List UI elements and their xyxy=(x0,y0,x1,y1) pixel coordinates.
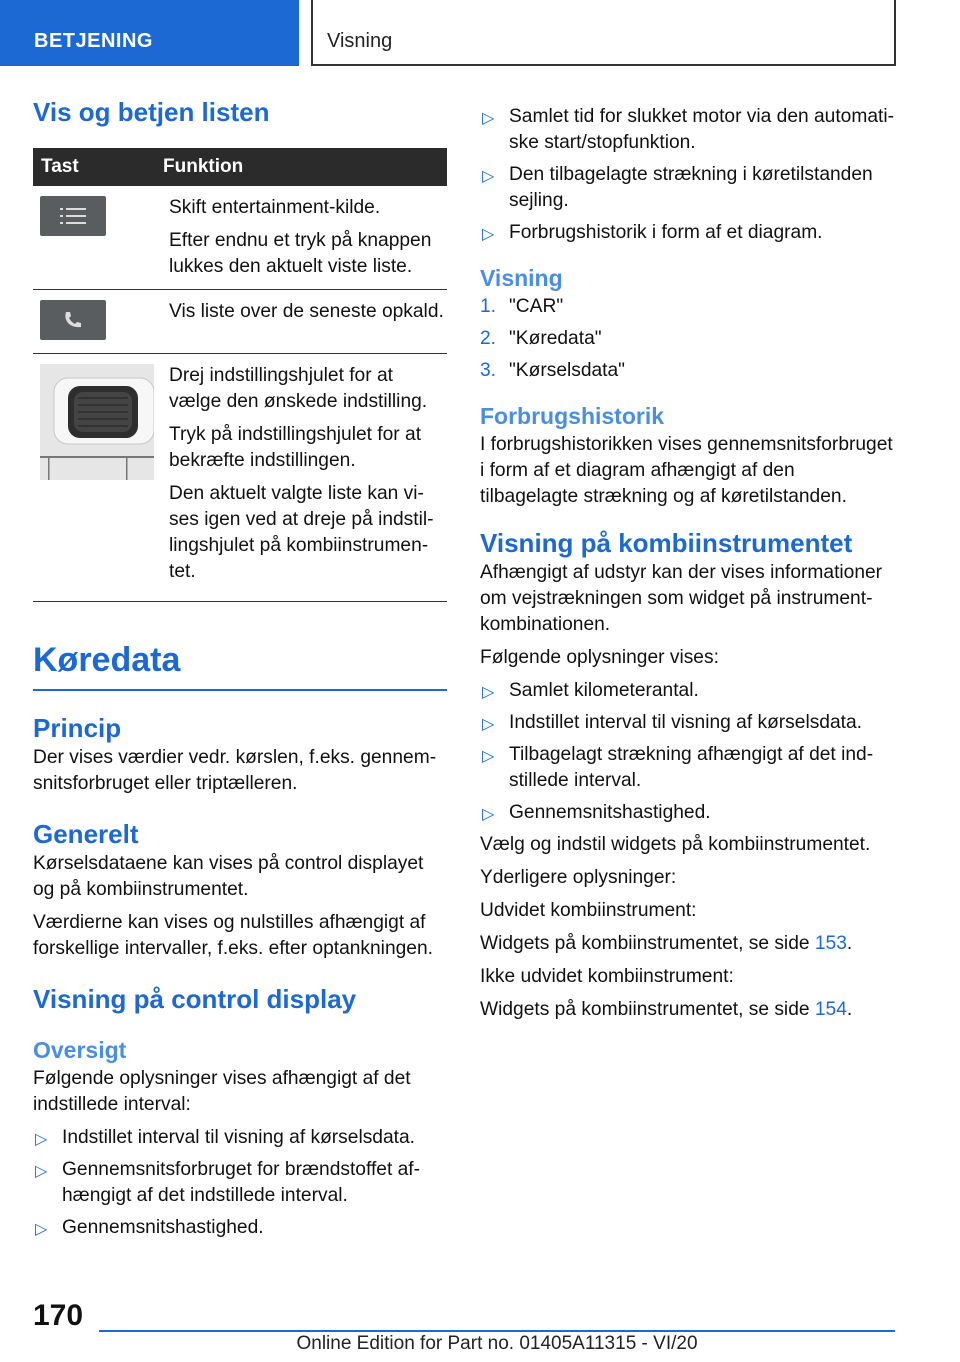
left-column xyxy=(33,95,447,1247)
heading-oversigt: Oversigt xyxy=(33,1037,127,1063)
triangle-bullet-icon: ▷ xyxy=(482,168,495,185)
row3-line2: Tryk på indstillingshjulet for at bekræfte indstillingen. xyxy=(169,424,422,471)
udvidet-text: Udvidet kombiinstrument: xyxy=(480,900,697,921)
page-number: 170 xyxy=(33,1299,84,1332)
table-row xyxy=(33,290,447,354)
list-item: ▷ Den tilbagelagte strækning i køretilstanden sejling. xyxy=(482,164,873,211)
list-key-icon xyxy=(40,196,106,236)
widgets-ref-2: Widgets på kombiinstrumentet, se side 154. xyxy=(480,999,853,1020)
chapter-title: Visning xyxy=(311,0,896,66)
phone-key-icon xyxy=(40,300,106,340)
yderligere-text: Yderligere oplysninger: xyxy=(480,867,677,888)
table-header-function: Funktion xyxy=(155,148,447,186)
forbrug-text: I forbrugshistorikken vises gennemsnitsforbruget i form af et diagram afhængigt af den tilbagelagte strækning og af køretilstanden. xyxy=(480,434,893,507)
edition-text: Online Edition for Part no. 01405A11315 - VI/20 xyxy=(296,1333,698,1354)
list-item: ▷ Gennemsnitshastighed. xyxy=(480,800,896,826)
heading-visning-kombiinstrument: Visning på kombiinstrumentet xyxy=(480,528,853,558)
step-item: 1. "CAR" xyxy=(480,296,564,317)
heading-forbrugshistorik: Forbrugshistorik xyxy=(480,403,665,429)
triangle-bullet-icon: ▷ xyxy=(482,110,495,127)
triangle-bullet-icon: ▷ xyxy=(482,716,495,733)
right-column xyxy=(480,104,896,1030)
continued-list xyxy=(480,104,896,246)
heading-princip: Princip xyxy=(33,713,122,743)
generelt-text-2: Værdierne kan vises og nulstilles afhængigt af forskellige intervaller, f.eks. efter optankningen. xyxy=(33,912,433,959)
triangle-bullet-icon: ▷ xyxy=(35,1131,48,1148)
ki-text: Afhængigt af udstyr kan der vises informationer om vejstrækningen som widget på instrumentkombinationen. xyxy=(480,562,883,635)
vaelg-text: Vælg og indstil widgets på kombiinstrumentet. xyxy=(480,834,871,855)
heading-koredata: Køredata xyxy=(33,639,447,691)
list-item: ▷ Tilbagelagt strækning afhængigt af det indstillede interval. xyxy=(482,744,874,791)
triangle-bullet-icon: ▷ xyxy=(35,1163,48,1180)
triangle-bullet-icon: ▷ xyxy=(482,806,495,823)
thumbwheel-photo xyxy=(40,364,154,480)
steps-list xyxy=(480,294,896,384)
table-header-key: Tast xyxy=(33,148,155,186)
heading-generelt: Generelt xyxy=(33,819,139,849)
row2-line1: Vis liste over de seneste opkald. xyxy=(169,301,444,322)
list-item: ▷ Gennemsnitsforbruget for brændstoffet afhængigt af det indstillede interval. xyxy=(35,1159,420,1206)
princip-text: Der vises værdier vedr. kørslen, f.eks. gennemsnitsforbruget eller triptælleren. xyxy=(33,747,437,794)
list-item: ▷ Forbrugshistorik i form af et diagram. xyxy=(480,220,896,246)
row1-line2: Efter endnu et tryk på knappen lukkes den aktuelt viste liste. xyxy=(169,230,432,277)
page-header xyxy=(0,0,960,66)
triangle-bullet-icon: ▷ xyxy=(482,748,495,765)
list-item: ▷ Samlet kilometerantal. xyxy=(480,678,896,704)
widgets-ref-1: Widgets på kombiinstrumentet, se side 153. xyxy=(480,933,853,954)
page-link-154[interactable]: 154 xyxy=(814,999,847,1020)
list-item: ▷ Indstillet interval til visning af kørselsdata. xyxy=(33,1125,447,1151)
step-item: 2. "Køredata" xyxy=(480,328,602,349)
table-row xyxy=(33,186,447,290)
heading-list: Vis og betjen listen xyxy=(33,97,270,127)
oversigt-text: Følgende oplysninger vises afhængigt af det indstillede interval: xyxy=(33,1068,411,1115)
row3-line1: Drej indstillingshjulet for at vælge den ønskede indstilling. xyxy=(169,365,428,412)
ikke-udvidet-text: Ikke udvidet kombiinstrument: xyxy=(480,966,734,987)
triangle-bullet-icon: ▷ xyxy=(35,1221,48,1238)
generelt-text-1: Kørselsdataene kan vises på control displayet og på kombiinstrumentet. xyxy=(33,853,424,900)
heading-visning-control-display: Visning på control display xyxy=(33,984,357,1014)
oversigt-list xyxy=(33,1125,447,1241)
list-item: ▷ Indstillet interval til visning af kørselsdata. xyxy=(480,710,896,736)
row1-line1: Skift entertainment-kilde. xyxy=(169,197,381,218)
ki-list xyxy=(480,678,896,826)
footer-divider xyxy=(99,1330,895,1332)
list-item: ▷ Samlet tid for slukket motor via den automatiske start/stopfunktion. xyxy=(482,106,894,153)
section-tab: BETJENING xyxy=(0,0,299,66)
triangle-bullet-icon: ▷ xyxy=(482,684,495,701)
step-item: 3. "Kørselsdata" xyxy=(480,360,625,381)
triangle-bullet-icon: ▷ xyxy=(482,226,495,243)
list-item: ▷ Gennemsnitshastighed. xyxy=(33,1215,447,1241)
folgende-text: Følgende oplysninger vises: xyxy=(480,647,719,668)
table-row xyxy=(33,354,447,602)
row3-line3: Den aktuelt valgte liste kan vises igen ved at dreje på indstillingshjulet på kombiinstrumentet. xyxy=(169,483,434,582)
page-link-153[interactable]: 153 xyxy=(814,933,847,954)
heading-visning: Visning xyxy=(480,265,563,291)
key-function-table xyxy=(33,148,447,602)
